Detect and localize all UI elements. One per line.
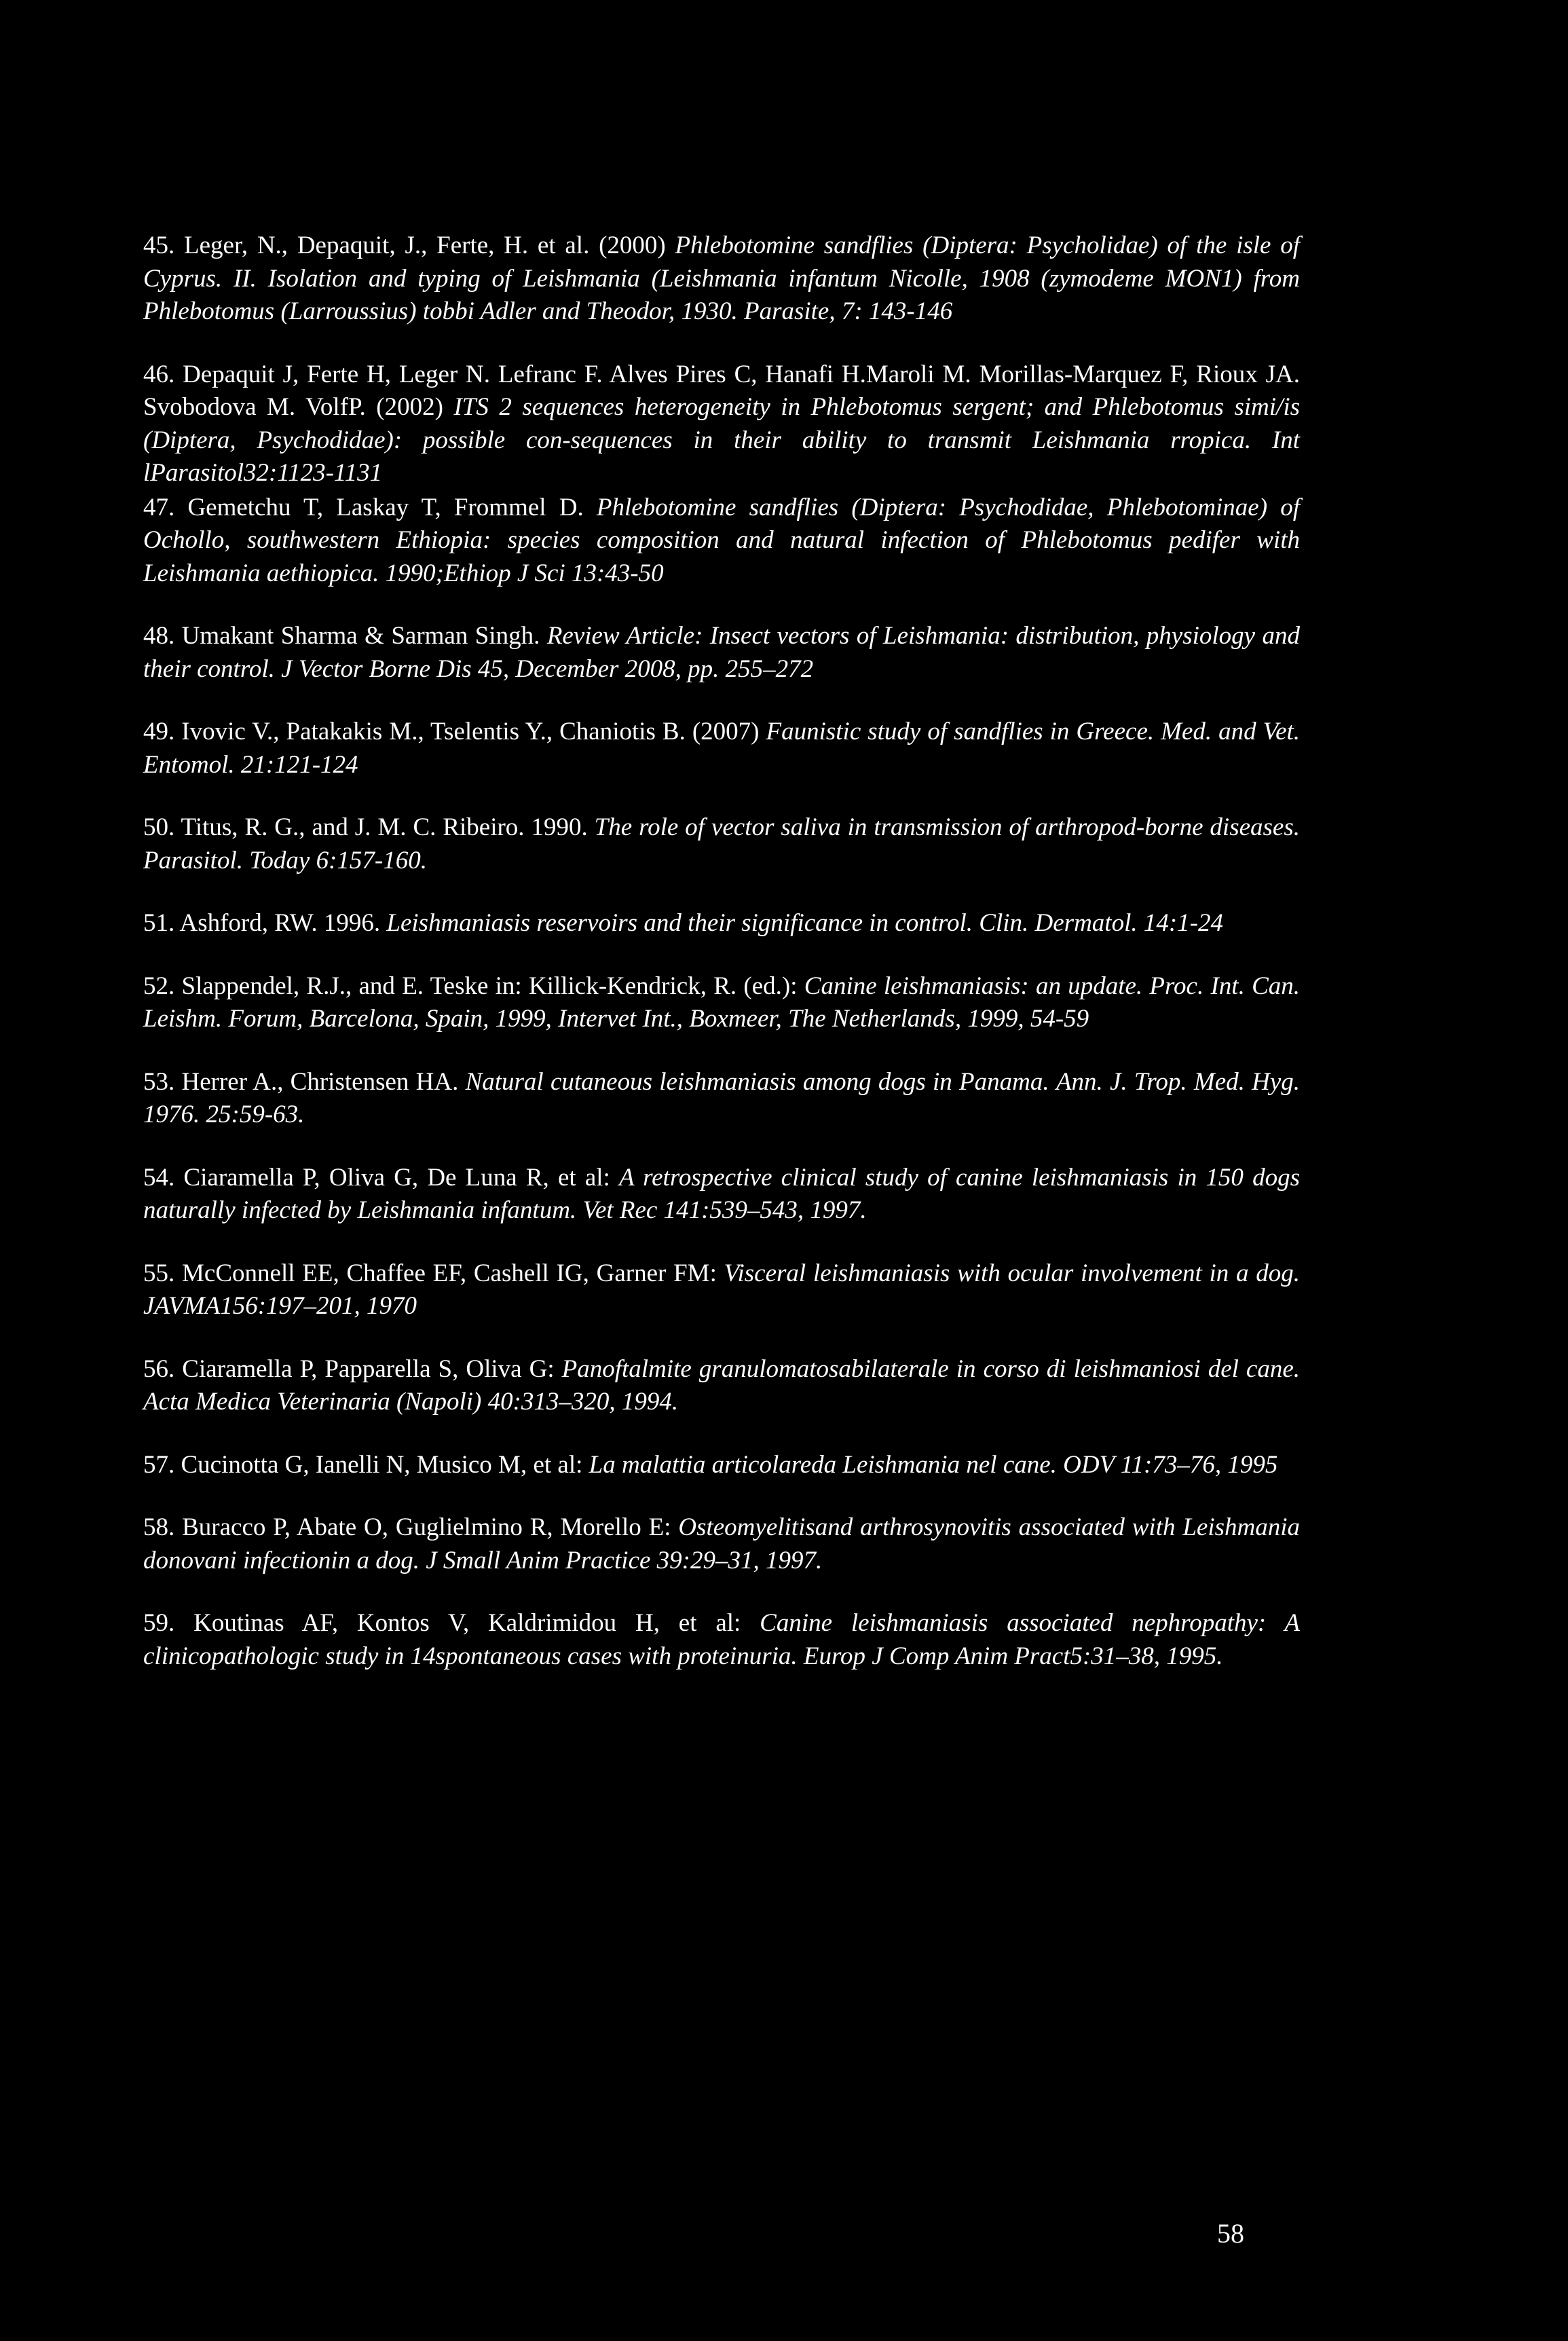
reference-title: Natural cutaneous leishmaniasis among dogs in Panama. bbox=[465, 1067, 1049, 1096]
reference-authors: Titus, R. G., and J. M. C. Ribeiro. 1990. bbox=[181, 813, 588, 841]
reference-authors: Ashford, RW. 1996. bbox=[179, 909, 381, 937]
reference-number: 46. bbox=[143, 360, 175, 388]
reference-number: 51. bbox=[143, 909, 175, 937]
reference-title: Leishmaniasis reservoirs and their significance in control. bbox=[386, 909, 973, 937]
reference-source: Europ J Comp Anim Pract5:31–38, 1995. bbox=[803, 1642, 1223, 1670]
reference-55 bbox=[143, 1257, 1300, 1323]
reference-45 bbox=[143, 229, 1300, 329]
reference-number: 49. bbox=[143, 718, 175, 745]
reference-number: 45. bbox=[143, 232, 175, 259]
reference-number: 55. bbox=[143, 1259, 175, 1287]
reference-title: Panoftalmite granulomatosabilaterale in corso di leishmaniosi del cane. bbox=[561, 1354, 1301, 1383]
reference-50 bbox=[143, 811, 1300, 877]
reference-number: 50. bbox=[143, 813, 175, 841]
reference-authors: Slappendel, R.J., and E. Teske in: Killick-Kendrick, R. (ed.): bbox=[181, 972, 798, 1000]
reference-source: 1990;Ethiop J Sci 13:43-50 bbox=[385, 559, 664, 587]
reference-title: Visceral leishmaniasis with ocular involvement in a dog. bbox=[724, 1259, 1301, 1287]
reference-title: Phlebotomine sandflies (Diptera: Psychodidae, Phlebotominae) of Ochollo, southwestern Ethiopia: species composition and natural infection of Phlebotomus pedifer with Leishmania aethiopica. bbox=[143, 493, 1301, 587]
reference-number: 54. bbox=[143, 1163, 175, 1192]
reference-source: Int lParasitol32:1123-1131 bbox=[143, 426, 1301, 487]
reference-source: Clin. Dermatol. 14:1-24 bbox=[979, 909, 1223, 937]
reference-title: La malattia articolareda Leishmania nel cane. bbox=[589, 1450, 1057, 1479]
reference-authors: Leger, N., Depaquit, J., Ferte, H. et al. (2000) bbox=[184, 232, 666, 259]
reference-source: J Vector Borne Dis 45, December 2008, pp. 255–272 bbox=[281, 655, 814, 683]
reference-51 bbox=[143, 907, 1300, 940]
reference-title: Review Article: Insect vectors of Leishmania: distribution, physiology and their control. bbox=[143, 622, 1301, 683]
reference-title: Phlebotomine sandflies (Diptera: Psycholidae) of the isle of Cyprus. II. Isolation and typing of Leishmania (Leishmania infantum Nicolle, 1908 (zymodeme MON1) from Phlebotomus (Larroussius) tobbi Adler and Theodor, 1930. bbox=[143, 232, 1301, 325]
reference-52 bbox=[143, 970, 1300, 1036]
reference-title: ITS 2 sequences heterogeneity in Phlebotomus sergent; and Phlebotomus simi/is (Diptera, Psychodidae): possible con-sequences in their ability to transmit Leishmania rropica. bbox=[143, 393, 1301, 454]
reference-57 bbox=[143, 1449, 1300, 1482]
reference-49 bbox=[143, 716, 1300, 781]
reference-authors: McConnell EE, Chaffee EF, Cashell IG, Garner FM: bbox=[182, 1259, 717, 1287]
reference-title: A retrospective clinical study of canine leishmaniasis in 150 dogs naturally infected by Leishmania infantum. bbox=[143, 1163, 1301, 1224]
reference-number: 52. bbox=[143, 972, 175, 1000]
reference-number: 59. bbox=[143, 1609, 175, 1637]
reference-authors: Gemetchu T, Laskay T, Frommel D. bbox=[187, 493, 584, 521]
reference-source: Parasite, 7: 143-146 bbox=[743, 297, 953, 325]
reference-authors: Umakant Sharma & Sarman Singh. bbox=[181, 622, 540, 650]
reference-authors: Ivovic V., Patakakis M., Tselentis Y., Chaniotis B. (2007) bbox=[181, 718, 760, 745]
page-number: 58 bbox=[1217, 2218, 1244, 2249]
reference-56 bbox=[143, 1353, 1300, 1419]
reference-source: ODV 11:73–76, 1995 bbox=[1063, 1450, 1278, 1479]
reference-46 bbox=[143, 358, 1300, 490]
reference-authors: Cucinotta G, Ianelli N, Musico M, et al: bbox=[181, 1450, 583, 1479]
reference-authors: Herrer A., Christensen HA. bbox=[181, 1067, 459, 1096]
reference-source: Acta Medica Veterinaria (Napoli) 40:313–320, 1994. bbox=[143, 1388, 679, 1416]
reference-authors: Depaquit J, Ferte H, Leger N. Lefranc F. Alves Pires C, Hanafi H.Maroli M. Morillas-Marquez F, Rioux JA. Svobodova M. VolfP. (2002) bbox=[143, 360, 1301, 421]
reference-source: Parasitol. Today 6:157-160. bbox=[143, 846, 427, 874]
reference-authors: Ciaramella P, Oliva G, De Luna R, et al: bbox=[183, 1163, 610, 1192]
reference-59 bbox=[143, 1607, 1300, 1673]
reference-source: J Small Anim Practice 39:29–31, 1997. bbox=[426, 1546, 823, 1574]
reference-title: Osteomyelitisand arthrosynovitis associated with Leishmania donovani infectionin a dog. bbox=[143, 1513, 1301, 1574]
reference-54 bbox=[143, 1162, 1300, 1228]
reference-number: 57. bbox=[143, 1450, 175, 1479]
reference-title: The role of vector saliva in transmission of arthropod-borne diseases. bbox=[594, 813, 1300, 841]
reference-number: 56. bbox=[143, 1354, 175, 1383]
reference-list bbox=[143, 229, 1300, 1703]
reference-source: Proc. Int. Can. Leishm. Forum, Barcelona, Spain, 1999, Intervet Int., Boxmeer, The Netherlands, 1999, 54-59 bbox=[143, 972, 1301, 1033]
reference-source: Vet Rec 141:539–543, 1997. bbox=[582, 1196, 867, 1224]
reference-source: Ann. J. Trop. Med. Hyg. 1976. 25:59-63. bbox=[143, 1067, 1301, 1128]
reference-58 bbox=[143, 1511, 1300, 1577]
reference-title: Canine leishmaniasis associated nephropathy: A clinicopathologic study in 14spontaneous cases with proteinuria. bbox=[143, 1609, 1300, 1670]
reference-number: 47. bbox=[143, 493, 175, 521]
reference-authors: Buracco P, Abate O, Guglielmino R, Morello E: bbox=[182, 1513, 671, 1541]
reference-53 bbox=[143, 1066, 1300, 1132]
reference-number: 53. bbox=[143, 1067, 175, 1096]
reference-source: JAVMA156:197–201, 1970 bbox=[143, 1292, 417, 1320]
reference-authors: Koutinas AF, Kontos V, Kaldrimidou H, et al: bbox=[193, 1609, 741, 1637]
reference-number: 58. bbox=[143, 1513, 175, 1541]
reference-authors: Ciaramella P, Papparella S, Oliva G: bbox=[182, 1354, 555, 1383]
reference-48 bbox=[143, 620, 1300, 686]
reference-source: Med. and Vet. Entomol. 21:121-124 bbox=[143, 718, 1301, 779]
reference-title: Canine leishmaniasis: an update. bbox=[804, 972, 1143, 1000]
reference-47 bbox=[143, 492, 1300, 591]
reference-number: 48. bbox=[143, 622, 175, 650]
reference-title: Faunistic study of sandflies in Greece. bbox=[766, 718, 1155, 745]
